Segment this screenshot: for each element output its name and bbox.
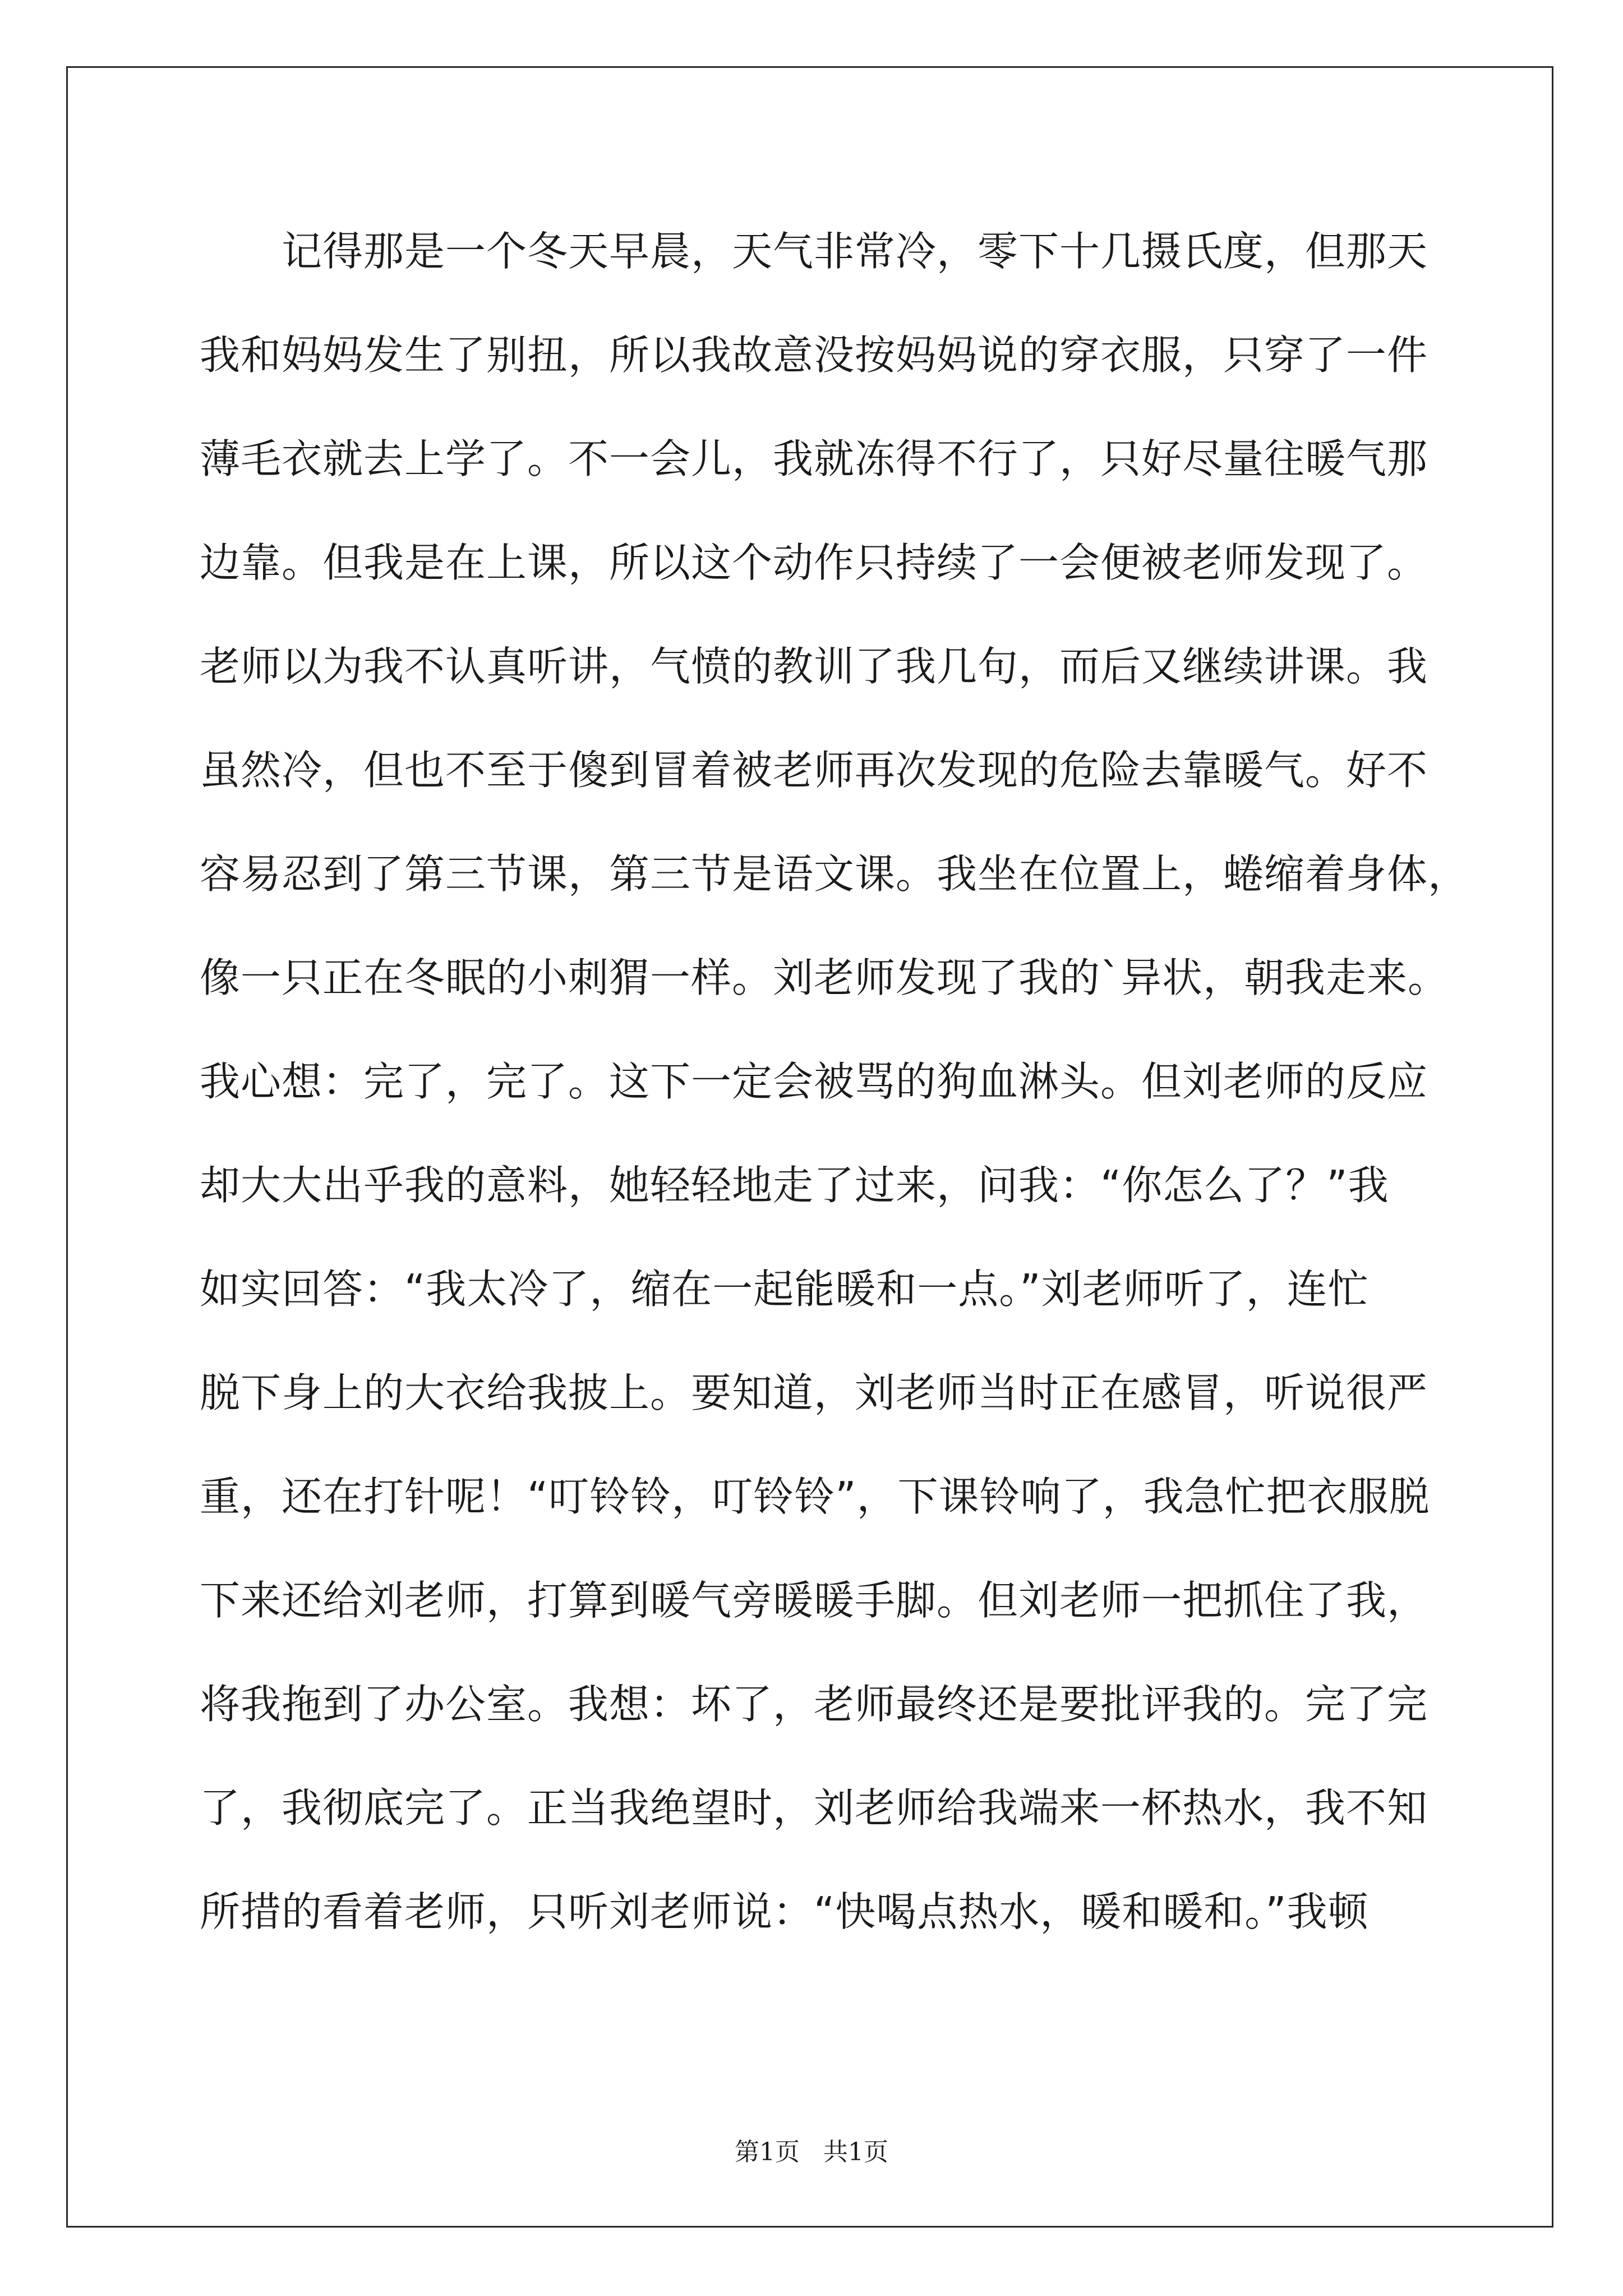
text-line: 脱下身上的大衣给我披上。要知道，刘老师当时正在感冒，听说很严 xyxy=(200,1369,1428,1416)
text-line: 重，还在打针呢！“叮铃铃，叮铃铃”，下课铃响了，我急忙把衣服脱 xyxy=(200,1473,1430,1520)
text-line: 记得那是一个冬天早晨，天气非常冷，零下十几摄氏度，但那天 xyxy=(200,228,1428,275)
text-line: 如实回答：“我太冷了，缩在一起能暖和一点。”刘老师听了，连忙 xyxy=(200,1266,1369,1313)
text-line: 老师以为我不认真听讲，气愤的教训了我几句，而后又继续讲课。我 xyxy=(200,643,1428,690)
text-line: 了，我彻底完了。正当我绝望时，刘老师给我端来一杯热水，我不知 xyxy=(200,1784,1428,1832)
text-line: 我和妈妈发生了别扭，所以我故意没按妈妈说的穿衣服，只穿了一件 xyxy=(200,332,1428,379)
text-line: 却大大出乎我的意料，她轻轻地走了过来，问我：“你怎么了？”我 xyxy=(200,1162,1389,1209)
text-line: 下来还给刘老师，打算到暖气旁暖暖手脚。但刘老师一把抓住了我， xyxy=(200,1577,1428,1624)
text-line: 像一只正在冬眠的小刺猬一样。刘老师发现了我的`异状，朝我走来。 xyxy=(200,954,1449,1001)
text-line: 我心想：完了，完了。这下一定会被骂的狗血淋头。但刘老师的反应 xyxy=(200,1058,1428,1105)
document-body xyxy=(200,212,1469,1976)
text-line: 边靠。但我是在上课，所以这个动作只持续了一会便被老师发现了。 xyxy=(200,539,1428,586)
text-line: 薄毛衣就去上学了。不一会儿，我就冻得不行了，只好尽量往暖气那 xyxy=(200,435,1428,482)
text-line: 将我拖到了办公室。我想：坏了，老师最终还是要批评我的。完了完 xyxy=(200,1681,1428,1728)
text-line: 所措的看着老师，只听刘老师说：“快喝点热水，暖和暖和。”我顿 xyxy=(200,1888,1369,1935)
page-number-footer: 第1页 共1页 xyxy=(735,2138,888,2166)
text-line: 虽然冷，但也不至于傻到冒着被老师再次发现的危险去靠暖气。好不 xyxy=(200,747,1428,794)
text-line: 容易忍到了第三节课，第三节是语文课。我坐在位置上，蜷缩着身体， xyxy=(200,850,1469,898)
